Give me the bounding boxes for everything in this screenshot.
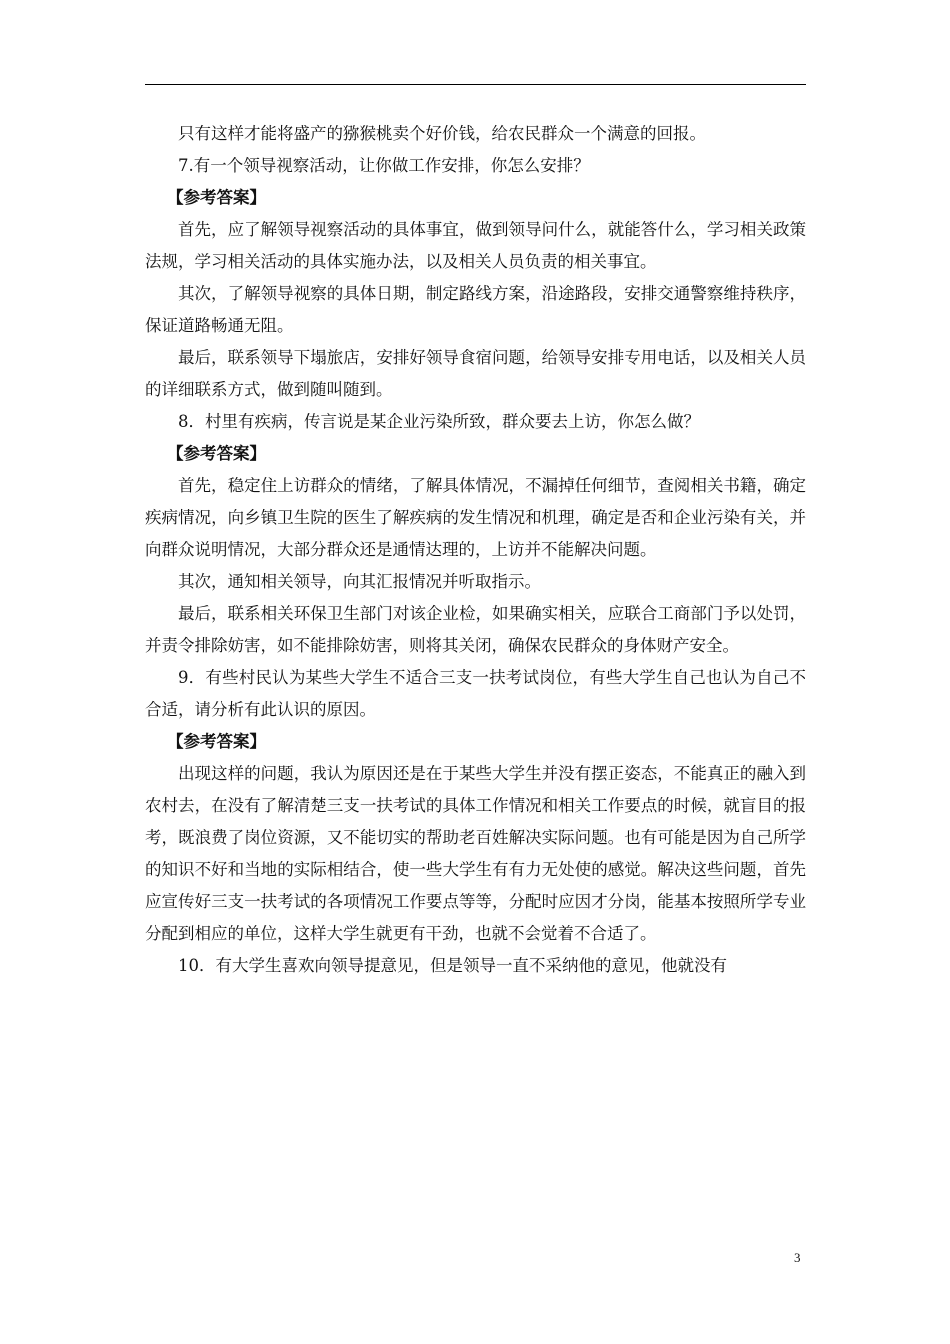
answer-heading: 【参考答案】 [167, 732, 266, 751]
paragraph: 最后，联系相关环保卫生部门对该企业检，如果确实相关，应联合工商部门予以处罚，并责令排除妨害，如不能排除妨害，则将其关闭，确保农民群众的身体财产安全。 [145, 604, 806, 655]
paragraph: 最后，联系领导下塌旅店，安排好领导食宿问题，给领导安排专用电话，以及相关人员的详细联系方式，做到随叫随到。 [145, 348, 806, 399]
paragraph: 首先，应了解领导视察活动的具体事宜，做到领导问什么，就能答什么，学习相关政策法规，学习相关活动的具体实施办法，以及相关人员负责的相关事宜。 [145, 220, 806, 271]
paragraph: 首先，稳定住上访群众的情绪，了解具体情况，不漏掉任何细节，查阅相关书籍，确定疾病情况，向乡镇卫生院的医生了解疾病的发生情况和机理，确定是否和企业污染有关，并向群众说明情况，大部分群众还是通情达理的，上访并不能解决问题。 [145, 476, 806, 559]
page-body [145, 118, 806, 982]
answer-heading: 【参考答案】 [167, 444, 266, 463]
question-10: 10．有大学生喜欢向领导提意见，但是领导一直不采纳他的意见，他就没有 [178, 956, 727, 975]
question-7: 7.有一个领导视察活动，让你做工作安排，你怎么安排？ [178, 156, 590, 175]
paragraph: 其次，通知相关领导，向其汇报情况并听取指示。 [178, 572, 541, 591]
question-8: 8．村里有疾病，传言说是某企业污染所致，群众要去上访，你怎么做？ [178, 412, 700, 431]
page-number: 3 [794, 1250, 801, 1265]
question-9: 9．有些村民认为某些大学生不适合三支一扶考试岗位，有些大学生自己也认为自己不合适，请分析有此认识的原因。 [145, 668, 806, 719]
answer-heading: 【参考答案】 [167, 188, 266, 207]
paragraph: 其次，了解领导视察的具体日期，制定路线方案，沿途路段，安排交通警察维持秩序，保证道路畅通无阻。 [145, 284, 806, 335]
paragraph: 出现这样的问题，我认为原因还是在于某些大学生并没有摆正姿态，不能真正的融入到农村去，在没有了解清楚三支一扶考试的具体工作情况和相关工作要点的时候，就盲目的报考，既浪费了岗位资源，又不能切实的帮助老百姓解决实际问题。也有可能是因为自己所学的知识不好和当地的实际相结合，使一些大学生有有力无处使的感觉。解决这些问题，首先应宣传好三支一扶考试的各项情况工作要点等等，分配时应因才分岗，能基本按照所学专业分配到相应的单位，这样大学生就更有干劲，也就不会觉着不合适了。 [145, 764, 806, 943]
header-rule [145, 84, 806, 85]
paragraph: 只有这样才能将盛产的猕猴桃卖个好价钱，给农民群众一个满意的回报。 [178, 124, 706, 143]
